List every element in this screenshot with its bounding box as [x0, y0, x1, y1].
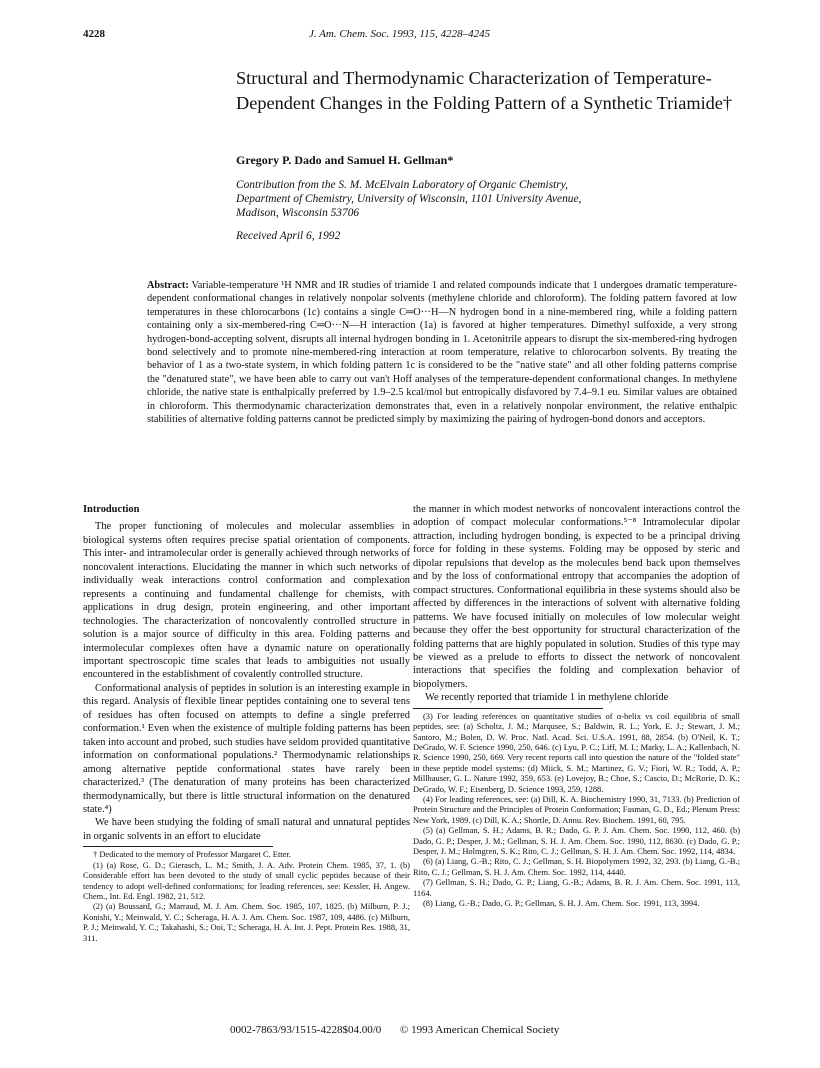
footnote: (8) Liang, G.-B.; Dado, G. P.; Gellman, S. H. J. Am. Chem. Soc. 1991, 113, 3994. [423, 898, 700, 909]
page-number: 4228 [83, 28, 105, 40]
footnotes-right [413, 711, 740, 909]
footnote: † Dedicated to the memory of Professor Margaret C. Etter. [93, 849, 291, 860]
affiliation-line: Madison, Wisconsin 53706 [236, 207, 360, 219]
body-paragraph: We recently reported that triamide 1 in methylene chloride [425, 692, 669, 704]
received-date: Received April 6, 1992 [236, 230, 341, 242]
affiliation-line: Contribution from the S. M. McElvain Laboratory of Organic Chemistry, [236, 179, 569, 191]
author-list: Gregory P. Dado and Samuel H. Gellman* [236, 153, 454, 167]
footnote-divider [83, 846, 273, 847]
left-column [83, 503, 410, 943]
right-column [413, 503, 740, 909]
page-footer [230, 1024, 559, 1036]
footnote: (1) (a) Rose, G. D.; Gierasch, L. M.; Smith, J. A. Adv. Protein Chem. 1985, 37, 1. (b) Considerable effort has been devoted to the study of small cyclic peptides because of their tendency to adopt well-defined conformations; for leading references, see: Kessler, H. Angew. Chem., Int. Ed. Engl. 1982, 21, 512. [83, 859, 410, 901]
article-title: Structural and Thermodynamic Characterization of Temperature-Dependent Changes in the Folding Pattern of a Synthetic Triamide† [236, 68, 733, 113]
copyright-notice: © 1993 American Chemical Society [400, 1024, 560, 1036]
footnote-divider [413, 708, 603, 709]
footnote: (2) (a) Boussard, G.; Marraud, M. J. Am. Chem. Soc. 1985, 107, 1825. (b) Milburn, P. J.; Konishi, Y.; Meinwald, Y. C.; Scheraga, H. A. J. Am. Chem. Soc. 1987, 109, 4486. (c) Milburn, P. J.; Meinwald, Y. C.; Takahashi, S.; Ooi, T.; Scheraga, H. A. Int. J. Pept. Protein Res. 1988, 31, 311. [83, 901, 410, 943]
footnote: (5) (a) Gellman, S. H.; Adams, B. R.; Dado, G. P. J. Am. Chem. Soc. 1990, 112, 460. (b) Dado, G. P.; Desper, J. M.; Gellman, S. H. J. Am. Chem. Soc. 1990, 112, 8630. (c) Dado, G. P.; Desper, J. M.; Holmgren, S. K.; Rito, C. J.; Gellman, S. H. J. Am. Chem. Soc. 1992, 114, 4834. [413, 825, 740, 857]
body-paragraph: The proper functioning of molecules and molecular assemblies in biological systems often requires precise spatial orientation of components. This inter- and intramolecular order is generally achieved through networks of noncovalent interactions. Elucidating the manner in which such networks of individually weak interactions control conformation and complexation represents a continuing and fundamental challenge for chemists, with applications in drug design, protein engineering, and other important technologies. The characterization of noncovalently controlled structure in solution is a major source of difficulty in this area. Folding patterns and intermolecular complexes often have a dynamic nature on operationally important spectroscopic time scales that leads to ambiguities not usually encountered in the establishment of covalently controlled structure. [83, 521, 410, 681]
affiliation [236, 178, 736, 220]
body-paragraph: the manner in which modest networks of noncovalent interactions control the adoption of compact molecular conformations.⁵⁻⁸ Intramolecular dipolar attraction, including hydrogen bonding, is expected to be a principal driving force for folding in these systems. Folding may be opposed by steric and dipolar repulsions that develop as the molecules bend back upon themselves and by the loss of conformational entropy that accompanies the adoption of compact structures. Conformational equilibria in these systems should also be affected by differences in the interactions of solvent with alternative folding patterns. We have focused initially on molecules of low molecular weight because they offer the best opportunity for structural characterization of the folding patterns that are highly populated in solution. Studies of this type may be viewed as a prelude to efforts to dissect the network of noncovalent interactions that specifies the folding and complexation behavior of biopolymers. [413, 504, 740, 690]
body-paragraph: Conformational analysis of peptides in solution is an interesting example in this regard. Analysis of flexible linear peptides containing one to several tens of residues has often focused on attempts to define a single preferred conformation.¹ Even when the existence of multiple folding patterns has been taken into account and probed, such studies have seldom provided quantitative information on conformational populations.² Thermodynamic relationships among alternative peptide conformational states have rarely been characterized.³ (The denaturation of many proteins has been characterized thermodynamically, but there is little structural information on the denatured state.⁴) [83, 682, 410, 815]
body-paragraph: We have been studying the folding of small natural and unnatural peptides in organic solvents in an effort to elucidate [83, 817, 410, 842]
abstract-label: Abstract: [147, 280, 189, 291]
abstract [147, 279, 737, 426]
footnotes-left [83, 849, 410, 943]
footnote: (6) (a) Liang, G.-B.; Rito, C. J.; Gellman, S. H. Biopolymers 1992, 32, 293. (b) Liang, G.-B.; Rito, C. J.; Gellman, S. H. J. Am. Chem. Soc. 1992, 114, 4440. [413, 856, 740, 877]
footnote: (3) For leading references on quantitative studies of α-helix vs coil equilibria of small peptides, see: (a) Scholtz, J. M.; Marqusee, S.; Baldwin, R. L.; York, E. J.; Stewart, J. M.; Santoro, M.; Bolen, D. W. Proc. Natl. Acad. Sci. U.S.A. 1991, 88, 2854. (b) O'Neil, K. T.; DeGrado, W. F. Science 1990, 250, 646. (c) Lyu, P. C.; Liff, M. I.; Marky, L. A.; Kallenbach, N. R. Science 1990, 250, 669. Very recent reports call into question the nature of the "folded state" in these peptide model systems: (d) Miick, S. M.; Martinez, G. V.; Fiori, W. R.; Todd, A. P.; Millhauser, G. L. Nature 1992, 359, 653. (e) Lovejoy, B.; Choe, S.; Cascio, D.; McRorie, D. K.; DeGrado, W. F.; Eisenberg, D. Science 1993, 259, 1288. [413, 710, 740, 794]
footnote: (7) Gellman, S. H.; Dado, G. P.; Liang, G.-B.; Adams, B. R. J. Am. Chem. Soc. 1991, 113, 1164. [413, 877, 740, 898]
footnote: (4) For leading references, see: (a) Dill, K. A. Biochemistry 1990, 31, 7133. (b) Prediction of Protein Structure and the Principles of Protein Conformation; Fasman, G. D., Ed.; Plenum Press: New York, 1989. (c) Dill, K. A.; Shortle, D. Annu. Rev. Biochem. 1991, 60, 795. [413, 794, 740, 825]
issn-code: 0002-7863/93/1515-4228$04.00/0 [230, 1024, 382, 1036]
journal-citation: J. Am. Chem. Soc. 1993, 115, 4228–4245 [309, 28, 491, 40]
abstract-text: Variable-temperature ¹H NMR and IR studies of triamide 1 and related compounds indicate that 1 undergoes dramatic temperature-dependent conformational changes in relatively nonpolar solvents (methylene chloride and chloroform). The folding pattern favored at low temperatures in these chlorocarbons (1c) contains a single C═O···H—N hydrogen bond in a nine-membered ring, while a folding pattern containing only a six-membered-ring C═O···N—H interaction (1a) is favored at higher temperatures. Dimethyl sulfoxide, a very strong hydrogen-bond-accepting solvent, disrupts all internal hydrogen bonding in 1. Acetonitrile appears to disrupt the six-membered-ring hydrogen bond selectively and to promote nine-membered-ring interaction at room temperature, relative to chlorocarbon solvents. By treating the behavior of 1 as a two-state system, in which folding pattern 1c is considered to be the "native state" and all other folding patterns comprise the "denatured state", we have been able to carry out van't Hoff analyses of the temperature-dependent conformational changes. In methylene chloride, the native state is enthalpically preferred by 1.9–2.5 kcal/mol but entropically disfavored by 7.4–9.1 eu. Similar values are obtained in chloroform. This thermodynamic characterization demonstrates that, even in a relatively nonpolar environment, the relative enthalpic stabilities of alternative folding patterns cannot be predicted simply by maximizing the pairing of hydrogen-bond donors and acceptors. [147, 280, 738, 426]
affiliation-line: Department of Chemistry, University of Wisconsin, 1101 University Avenue, [236, 193, 582, 205]
section-heading-introduction: Introduction [83, 504, 140, 515]
running-header [83, 28, 737, 46]
